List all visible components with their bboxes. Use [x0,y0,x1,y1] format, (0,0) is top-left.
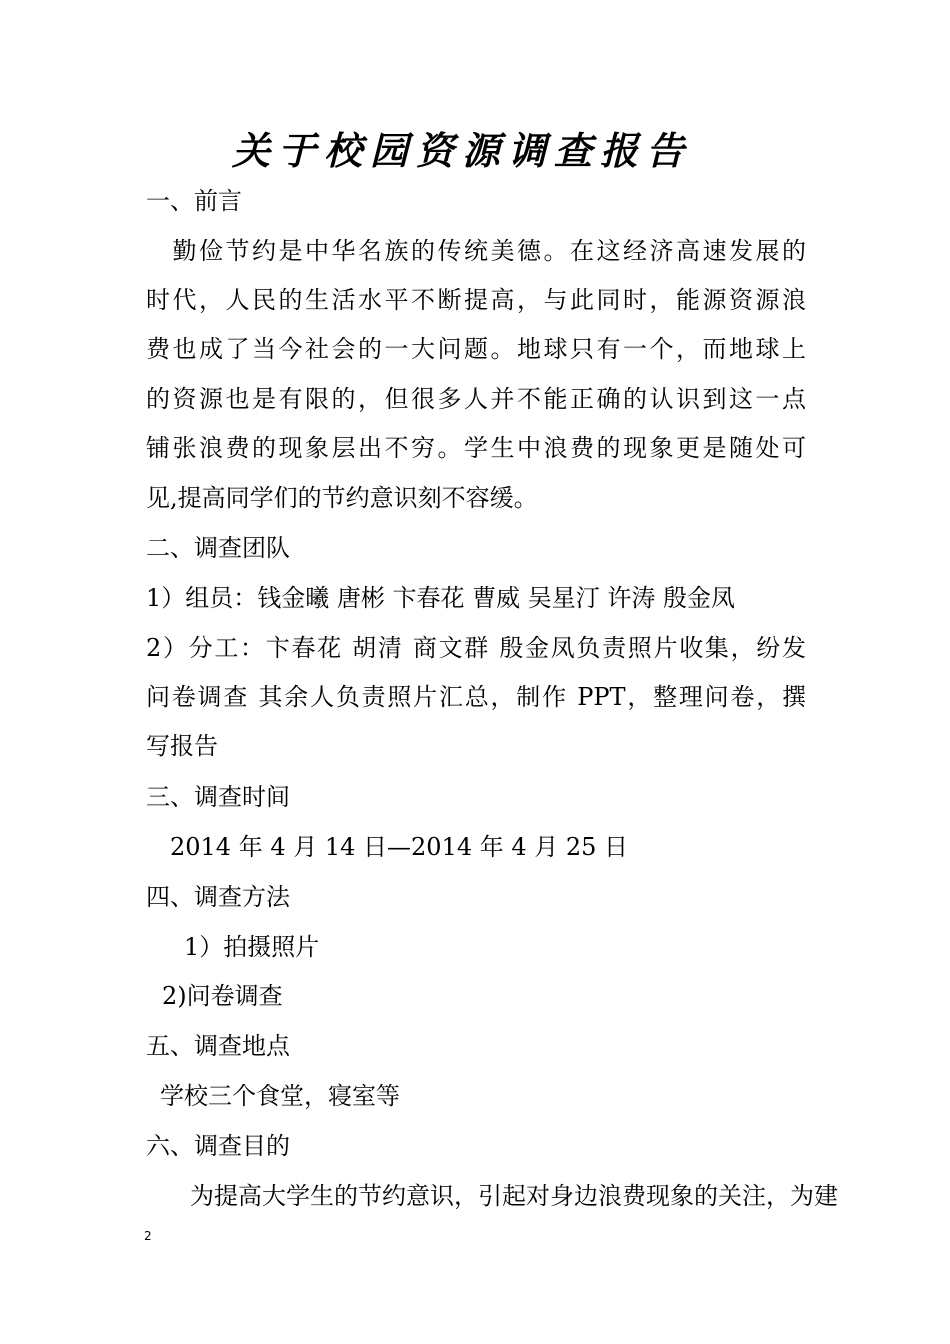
preface-paragraph-line: 勤俭节约是中华名族的传统美德。在这经济高速发展的 [146,237,806,265]
method-item-photos: 1）拍摄照片 [184,933,320,961]
team-division-line: 2）分工：卞春花 胡清 商文群 殷金凤负责照片收集，纷发 [146,634,806,662]
section-heading-location: 五、调查地点 [146,1032,290,1060]
section-heading-team: 二、调查团队 [146,534,290,562]
section-heading-time: 三、调查时间 [146,783,290,811]
section-heading-purpose: 六、调查目的 [146,1132,290,1160]
team-members-line: 1）组员：钱金曦 唐彬 卞春花 曹威 吴星汀 许涛 殷金凤 [146,584,736,612]
survey-location: 学校三个食堂，寝室等 [160,1082,400,1110]
preface-paragraph-line: 见,提高同学们的节约意识刻不容缓。 [146,484,538,512]
document-title: 关于校园资源调查报告 [232,128,693,173]
team-division-line: 问卷调查 其余人负责照片汇总，制作 PPT，整理问卷，撰 [146,683,806,711]
survey-time-range: 2014 年 4 月 14 日—2014 年 4 月 25 日 [170,833,629,861]
preface-paragraph-line: 铺张浪费的现象层出不穷。学生中浪费的现象更是随处可 [146,434,806,462]
preface-paragraph-line: 时代，人民的生活水平不断提高，与此同时，能源资源浪 [146,286,806,314]
section-heading-method: 四、调查方法 [146,883,290,911]
preface-paragraph-line: 的资源也是有限的，但很多人并不能正确的认识到这一点 [146,385,806,413]
page-number: 2 [144,1229,152,1243]
preface-paragraph-line: 费也成了当今社会的一大问题。地球只有一个，而地球上 [146,335,806,363]
section-heading-preface: 一、前言 [146,187,242,215]
team-division-line: 写报告 [146,732,218,760]
purpose-paragraph-line: 为提高大学生的节约意识，引起对身边浪费现象的关注，为建 [190,1182,838,1210]
method-item-questionnaire: 2)问卷调查 [162,982,283,1010]
